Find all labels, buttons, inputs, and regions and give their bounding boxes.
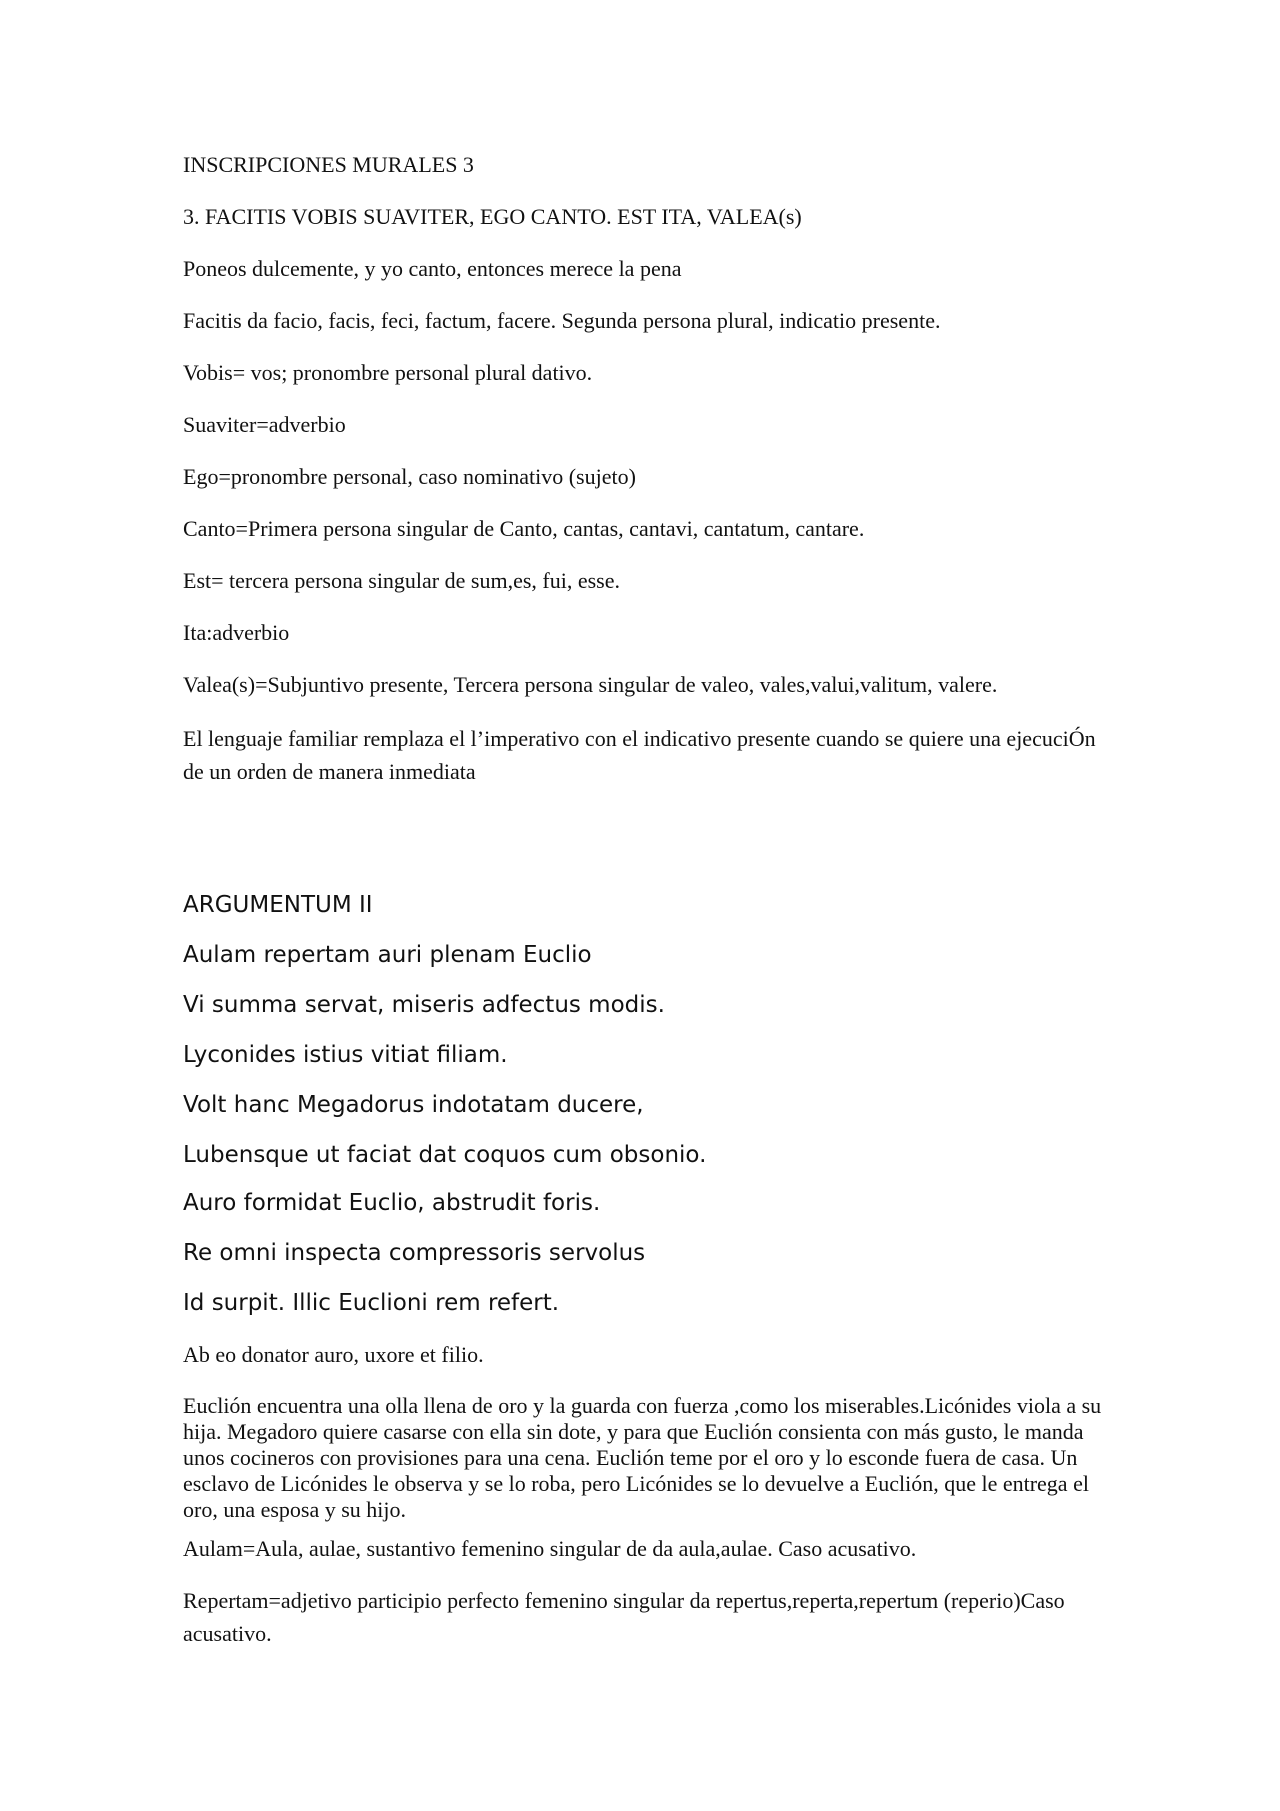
grammar-note: Est= tercera persona singular de sum,es, fui, esse. [183,568,620,593]
verse-line: Aulam repertam auri plenam Euclio [183,942,592,968]
grammar-note: Suaviter=adverbio [183,412,346,437]
grammar-note: Facitis da facio, facis, feci, factum, facere. Segunda persona plural, indicatio presente. [183,308,941,333]
summary-paragraph: Euclión encuentra una olla llena de oro y la guarda con fuerza ,como los miserables.Licónides viola a su hija. Megadoro quiere casarse con ella sin dote, y para que Euclión consienta con más gusto, le manda unos cocineros con provisiones para una cena. Euclión teme por el oro y lo esconde fuera de casa. Un esclavo de Licónides le observa y se lo roba, pero Licónides se lo devuelve a Euclión, que le entrega el oro, una esposa y su hijo. [183,1393,1102,1522]
comment-paragraph: El lenguaje familiar remplaza el l’imperativo con el indicativo presente cuando se quiere una ejecuciÓn de un orden de manera inmediata [183,726,1096,784]
verse-line: Re omni inspecta compressoris servolus [183,1240,646,1266]
grammar-note: Valea(s)=Subjuntivo presente, Tercera persona singular de valeo, vales,valui,valitum, valere. [183,672,998,697]
argumentum-title: ARGUMENTUM II [183,892,373,918]
verse-line: Lubensque ut faciat dat coquos cum obsonio. [183,1142,707,1168]
verse-line: Volt hanc Megadorus indotatam ducere, [183,1092,644,1118]
verse-line: Vi summa servat, miseris adfectus modis. [183,992,665,1018]
verse-line: Auro formidat Euclio, abstrudit foris. [183,1190,601,1216]
translation-line: Poneos dulcemente, y yo canto, entonces merece la pena [183,256,682,281]
verse-line-final: Ab eo donator auro, uxore et filio. [183,1342,484,1367]
grammar-note: Ego=pronombre personal, caso nominativo (sujeto) [183,464,636,489]
verse-line: Id surpit. Illic Euclioni rem refert. [183,1290,560,1316]
section-title: INSCRIPCIONES MURALES 3 [183,152,474,177]
analysis-note: Aulam=Aula, aulae, sustantivo femenino singular de da aula,aulae. Caso acusativo. [183,1536,917,1561]
latin-inscription: 3. FACITIS VOBIS SUAVITER, EGO CANTO. EST ITA, VALEA(s) [183,204,802,229]
analysis-note: Repertam=adjetivo participio perfecto femenino singular da repertus,reperta,repertum (reperio)Caso acusativo. [183,1588,1065,1646]
verse-line: Lyconides istius vitiat filiam. [183,1042,508,1068]
grammar-note: Vobis= vos; pronombre personal plural dativo. [183,360,593,385]
grammar-note: Ita:adverbio [183,620,290,645]
grammar-note: Canto=Primera persona singular de Canto, cantas, cantavi, cantatum, cantare. [183,516,865,541]
